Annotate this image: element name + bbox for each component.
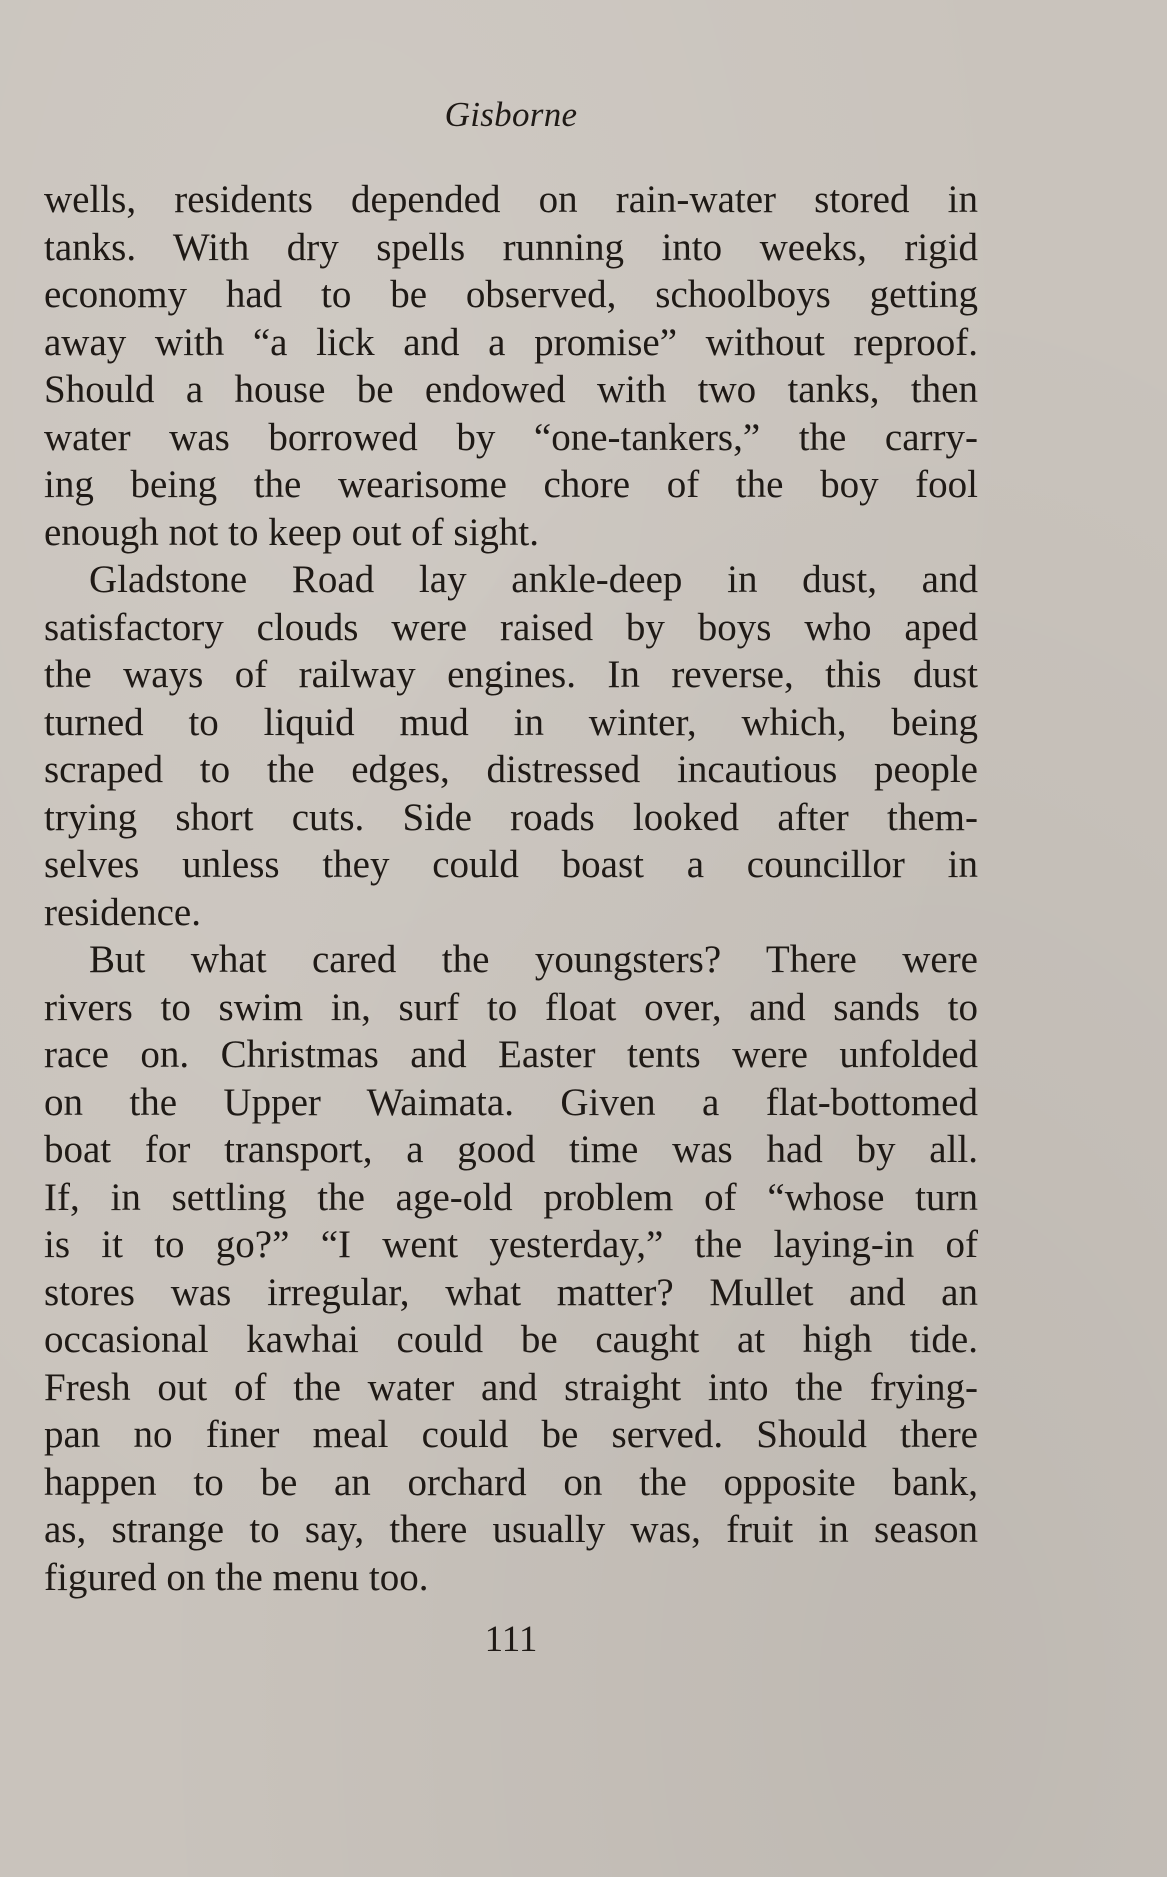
text-line: enough not to keep out of sight. [44,510,540,554]
text-line: as, strange to say, there usually was, fruit in season [44,1508,978,1551]
text-line: trying short cuts. Side roads looked after them- [44,795,978,839]
text-line: But what cared the youngsters? There were [89,938,978,981]
text-line: rivers to swim in, surf to float over, and sands to [44,985,978,1029]
text-line: stores was irregular, what matter? Mullet and an [44,1270,978,1314]
text-line: economy had to be observed, schoolboys getting [44,273,978,316]
text-line: occasional kawhai could be caught at high tide. [44,1318,978,1361]
text-line: turned to liquid mud in winter, which, being [44,700,978,744]
text-line: on the Upper Waimata. Given a flat-bottomed [44,1080,978,1124]
text-line: Fresh out of the water and straight into the frying- [44,1365,978,1409]
text-line: satisfactory clouds were raised by boys who aped [44,605,978,649]
text-line: happen to be an orchard on the opposite bank, [44,1460,978,1504]
text-line: scraped to the edges, distressed incautious people [44,748,978,791]
text-line: If, in settling the age-old problem of “whose turn [44,1175,978,1219]
text-line: residence. [44,890,201,934]
text-line: ing being the wearisome chore of the boy fool [44,463,978,506]
text-line: water was borrowed by “one-tankers,” the carry- [44,415,978,459]
text-line: the ways of railway engines. In reverse, this dust [44,653,978,696]
text-line: boat for transport, a good time was had by all. [44,1128,978,1171]
page-number: 111 [484,1619,538,1660]
body-text [44,176,978,1601]
text-line: selves unless they could boast a councillor in [44,843,978,886]
running-head-title: Gisborne [444,95,578,134]
text-line: Should a house be endowed with two tanks, then [44,368,978,411]
text-line: away with “a lick and a promise” without reproof. [44,320,978,364]
text-line: tanks. With dry spells running into weeks, rigid [44,225,978,269]
text-line: figured on the menu too. [44,1555,429,1599]
text-line: is it to go?” “I went yesterday,” the laying-in of [44,1223,978,1266]
text-line: race on. Christmas and Easter tents were unfolded [44,1033,978,1076]
text-line: wells, residents depended on rain-water stored in [44,178,978,221]
text-line: Gladstone Road lay ankle-deep in dust, and [89,558,978,601]
text-line: pan no finer meal could be served. Should there [44,1413,978,1456]
